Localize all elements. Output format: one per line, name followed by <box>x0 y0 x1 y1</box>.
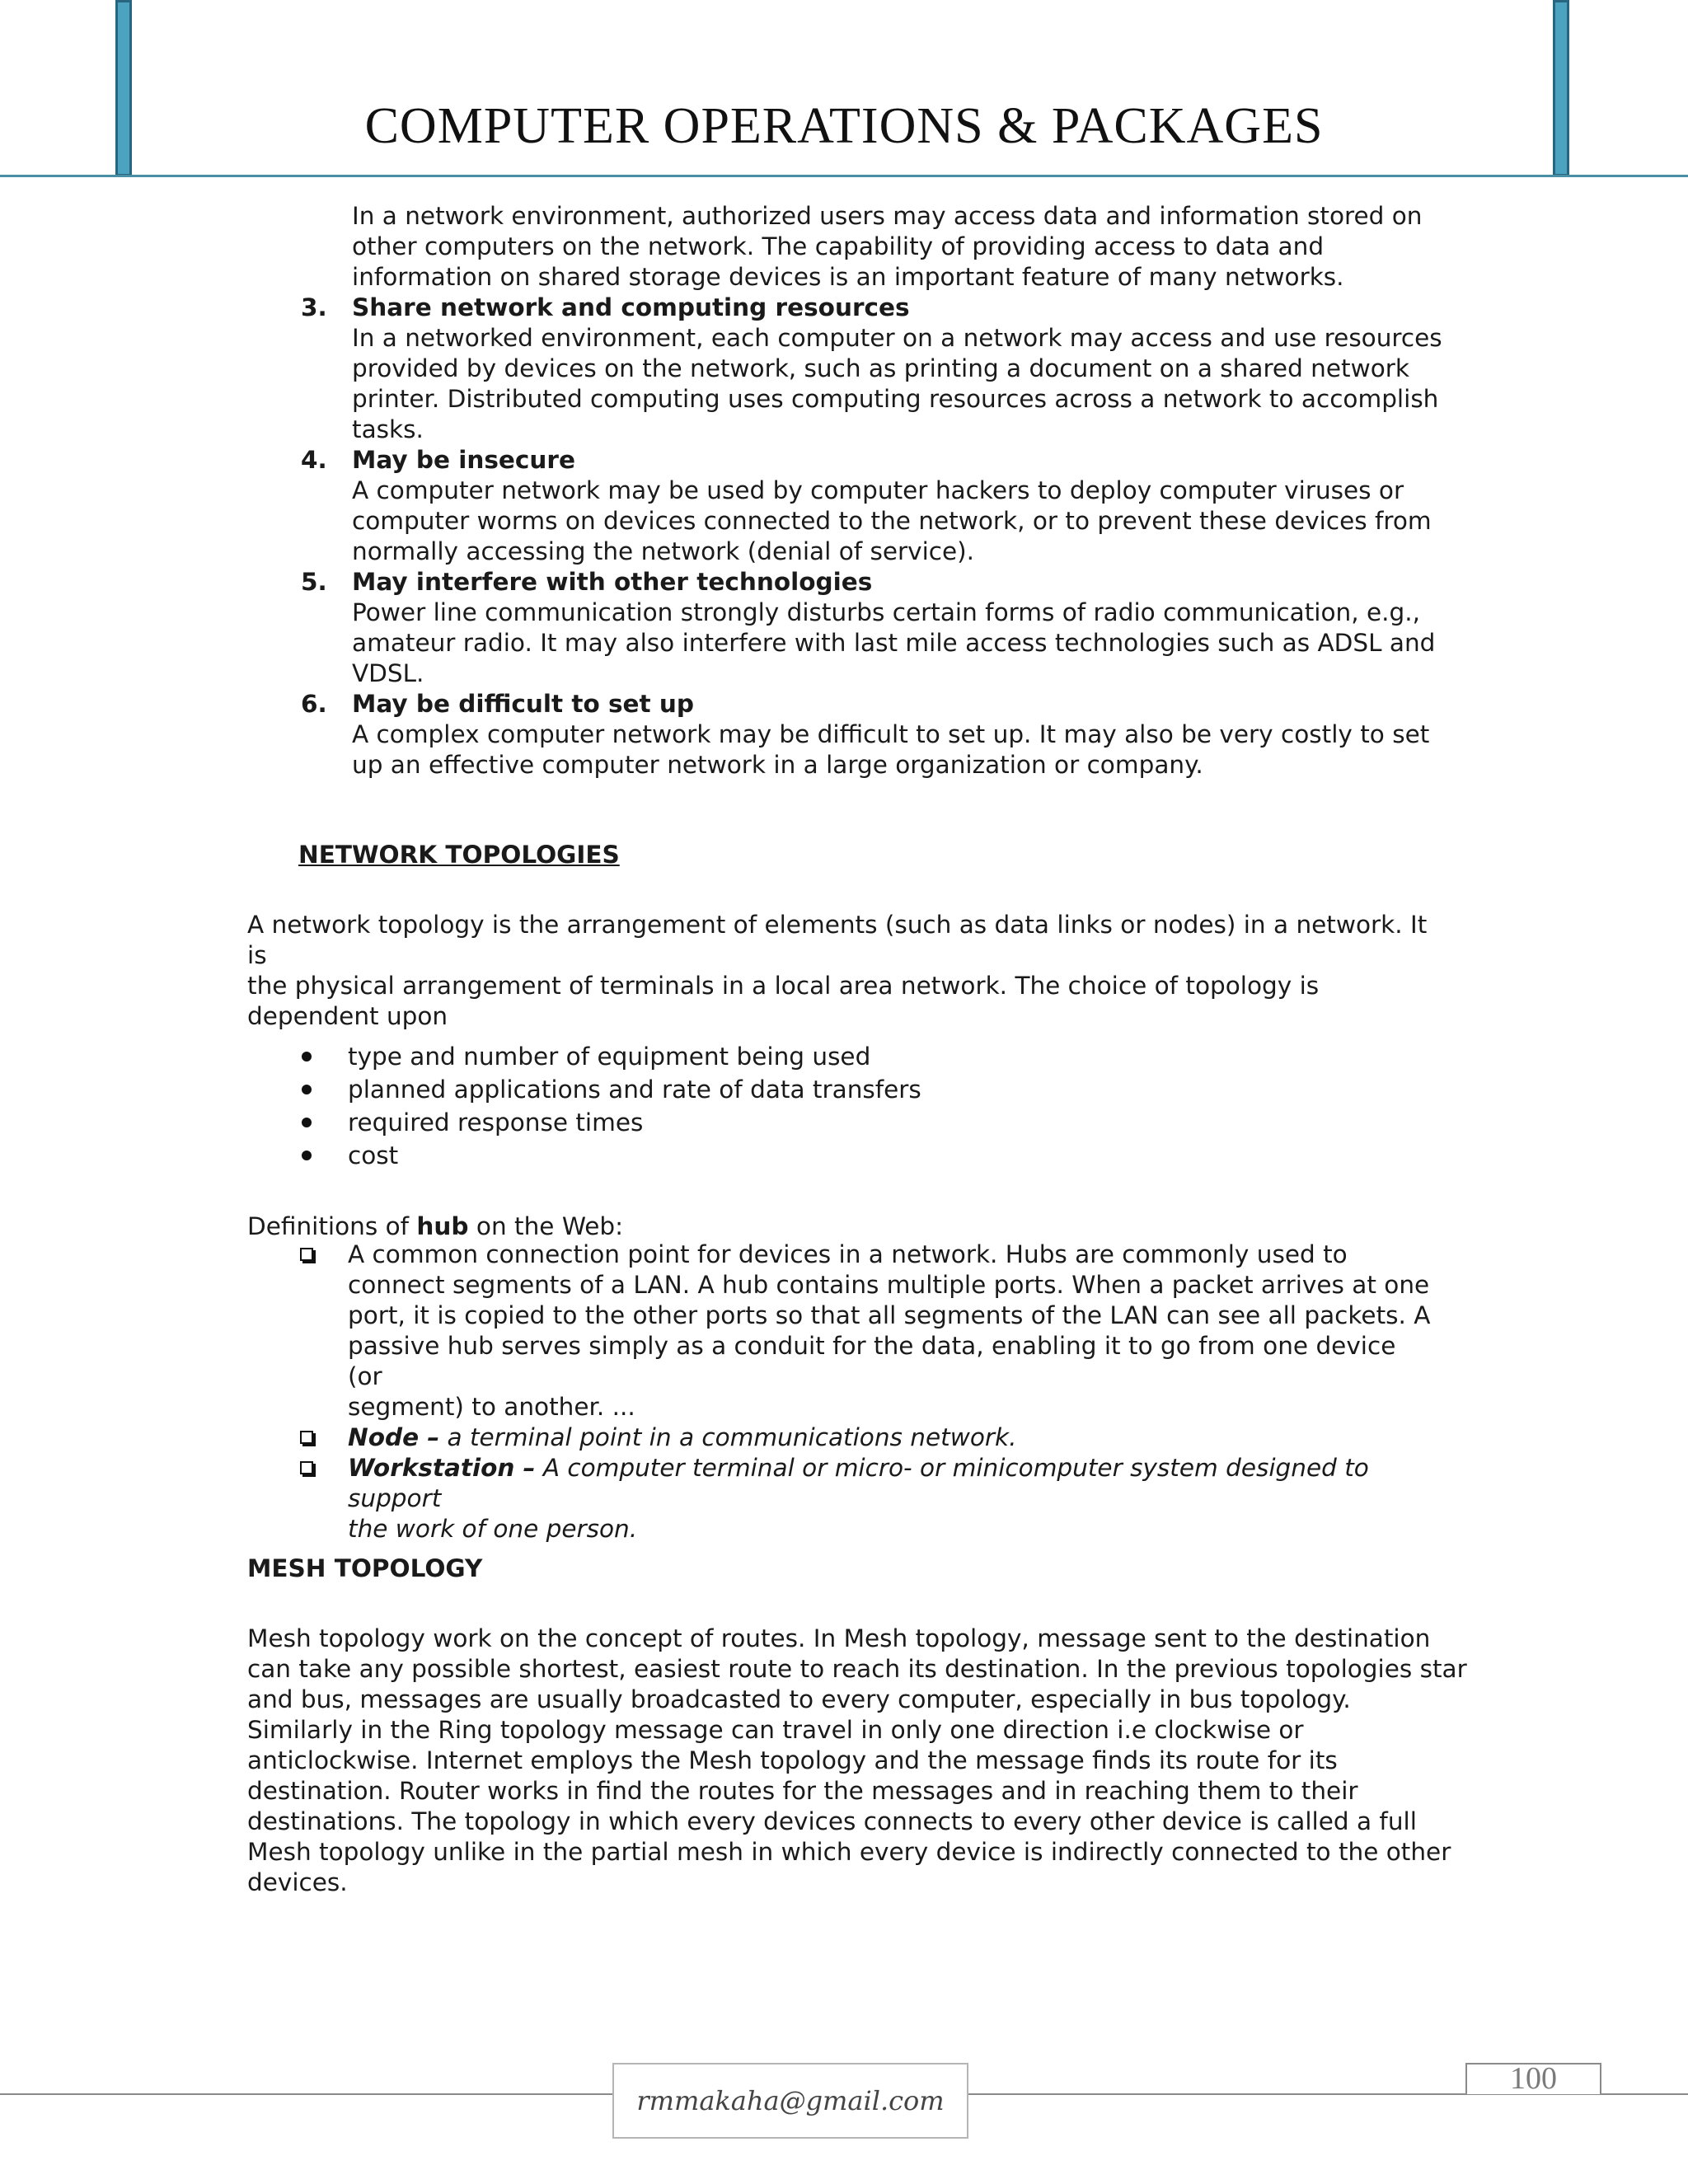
text-line: provided by devices on the network, such as printing a document on a shared network <box>352 354 1409 382</box>
text-line: can take any possible shortest, easiest route to reach its destination. In the previous topologies star <box>247 1655 1467 1683</box>
text-line: and bus, messages are usually broadcasted to every computer, especially in bus topology. <box>247 1685 1351 1713</box>
item-title: May be insecure <box>352 446 575 474</box>
text-line: A complex computer network may be difficult to set up. It may also be very costly to set <box>352 720 1430 748</box>
page-number-box <box>1465 2063 1601 2094</box>
text-line: other computers on the network. The capability of providing access to data and <box>352 232 1325 260</box>
text-line: port, it is copied to the other ports so that all segments of the LAN can see all packets. A <box>348 1301 1431 1329</box>
numbered-item-6 <box>301 689 1447 780</box>
intro-text: Definitions of <box>247 1212 417 1240</box>
text-line: amateur radio. It may also interfere with last mile access technologies such as ADSL and <box>352 629 1436 657</box>
mesh-topology-paragraph <box>247 1624 1467 1898</box>
document-title: COMPUTER OPERATIONS & PACKAGES <box>364 98 1324 154</box>
text-line: normally accessing the network (denial of service). <box>352 537 975 565</box>
bullet-icon <box>302 1052 312 1062</box>
text-line: information on shared storage devices is an important feature of many networks. <box>352 263 1344 291</box>
text-line: In a networked environment, each computer on a network may access and use resources <box>352 324 1442 352</box>
text-line: destinations. The topology in which every devices connects to every other device is called a full <box>247 1807 1417 1835</box>
definition-term: Node – <box>348 1423 440 1451</box>
item-title: May be difficult to set up <box>352 690 695 718</box>
text-line: Mesh topology work on the concept of routes. In Mesh topology, message sent to the destination <box>247 1624 1431 1652</box>
intro-paragraph <box>352 201 1473 293</box>
text-line: A computer network may be used by computer hackers to deploy computer viruses or <box>352 476 1404 504</box>
numbered-item-4 <box>301 445 1447 567</box>
text-line: destination. Router works in find the routes for the messages and in reaching them to their <box>247 1777 1358 1805</box>
item-number: 5. <box>301 568 327 596</box>
text-line: Power line communication strongly disturbs certain forms of radio communication, e.g., <box>352 598 1420 626</box>
text-line: up an effective computer network in a large organization or company. <box>352 751 1203 779</box>
numbered-item-5 <box>301 567 1447 689</box>
list-item <box>297 1040 921 1073</box>
section-heading-network-topologies: NETWORK TOPOLOGIES <box>298 841 620 869</box>
text-line: passive hub serves simply as a conduit for the data, enabling it to go from one device (or <box>348 1332 1396 1390</box>
text-line: A common connection point for devices in a network. Hubs are commonly used to <box>348 1240 1348 1268</box>
text-line: In a network environment, authorized users may access data and information stored on <box>352 202 1423 230</box>
page-number: 100 <box>1510 2061 1557 2096</box>
text-line: computer worms on devices connected to the network, or to prevent these devices from <box>352 507 1432 535</box>
text-line: dependent upon <box>247 1002 448 1030</box>
text-line: printer. Distributed computing uses computing resources across a network to accomplish <box>352 385 1439 413</box>
text-line: Similarly in the Ring topology message can travel in only one direction i.e clockwise or <box>247 1716 1304 1744</box>
item-number: 4. <box>301 446 327 474</box>
list-item <box>297 1139 921 1172</box>
item-number: 6. <box>301 690 327 718</box>
list-item-text: cost <box>348 1141 399 1169</box>
checkbox-bullet-icon <box>300 1461 313 1474</box>
bullet-icon <box>302 1118 312 1127</box>
footer-email-box <box>612 2063 968 2139</box>
definition-term: Workstation – <box>348 1454 536 1482</box>
bullet-icon <box>302 1085 312 1094</box>
definition-text: A computer terminal or micro- or minicomputer system designed to support <box>348 1454 1369 1512</box>
list-item-text: planned applications and rate of data transfers <box>348 1076 921 1104</box>
checkbox-bullet-icon <box>300 1248 313 1261</box>
intro-text: on the Web: <box>468 1212 624 1240</box>
checkbox-bullet-icon <box>300 1431 313 1444</box>
definition-text: the work of one person. <box>348 1515 638 1543</box>
intro-bold-term: hub <box>416 1212 469 1240</box>
network-topologies-paragraph <box>247 910 1451 1032</box>
list-item-text: required response times <box>348 1108 644 1137</box>
list-item <box>297 1106 921 1139</box>
text-line: tasks. <box>352 415 424 443</box>
section-heading-mesh-topology: MESH TOPOLOGY <box>247 1554 483 1582</box>
header-rule <box>0 175 1688 177</box>
hub-definitions-intro <box>247 1212 623 1242</box>
list-item <box>297 1240 1434 1422</box>
numbered-item-3 <box>301 293 1447 445</box>
item-number: 3. <box>301 293 327 321</box>
text-line: Mesh topology unlike in the partial mesh in which every device is indirectly connected to the other <box>247 1838 1451 1866</box>
list-item <box>297 1453 1434 1544</box>
list-item <box>297 1422 1434 1453</box>
item-title: Share network and computing resources <box>352 293 910 321</box>
footer-email: rmmakaha@gmail.com <box>636 2085 945 2116</box>
text-line: connect segments of a LAN. A hub contains multiple ports. When a packet arrives at one <box>348 1271 1430 1299</box>
text-line: A network topology is the arrangement of elements (such as data links or nodes) in a network. It is <box>247 911 1428 969</box>
list-item-text: type and number of equipment being used <box>348 1043 871 1071</box>
text-line: devices. <box>247 1868 348 1896</box>
text-line: the physical arrangement of terminals in a local area network. The choice of topology is <box>247 972 1320 1000</box>
bullet-icon <box>302 1151 312 1160</box>
text-line: segment) to another. ... <box>348 1393 635 1421</box>
text-line: VDSL. <box>352 659 424 687</box>
text-line: anticlockwise. Internet employs the Mesh topology and the message finds its route for its <box>247 1746 1338 1774</box>
topology-factors-list <box>297 1040 921 1172</box>
list-item <box>297 1073 921 1106</box>
item-title: May interfere with other technologies <box>352 568 873 596</box>
definition-text: a terminal point in a communications network. <box>439 1423 1017 1451</box>
hub-definitions-list <box>297 1240 1434 1544</box>
